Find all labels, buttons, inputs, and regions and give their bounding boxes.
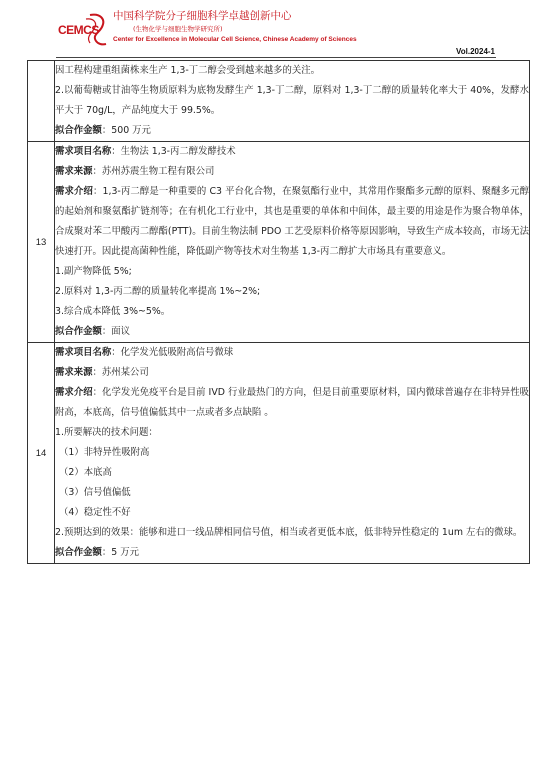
- intro-value: ：化学发光免疫平台是目前 IVD 行业最热门的方向，但是目前重要原材料，国内微球普遍存在非特异性吸附高，本底高，信号值偏低其中一点或者多点缺陷 。: [55, 387, 529, 418]
- institute-name-sub: (生物化学与细胞生物学研究所): [133, 25, 223, 33]
- requirement-item: 3.综合成本降低 3%~5%。: [55, 306, 171, 317]
- table-row: [28, 61, 530, 142]
- project-line: [55, 343, 529, 363]
- amount-label: 拟合作金额: [55, 547, 102, 558]
- source-line: [55, 162, 529, 182]
- amount-line: [55, 121, 529, 141]
- amount-line: [55, 543, 529, 563]
- row-number-cell: 13: [28, 142, 55, 343]
- amount-line: [55, 322, 529, 342]
- problem-item: （2）本底高: [59, 467, 112, 478]
- problem-item: （4）稳定性不好: [59, 507, 131, 518]
- source-label: 需求来源: [55, 367, 93, 378]
- project-value: ：化学发光低吸附高信号微球: [111, 347, 234, 358]
- row-content-cell: [55, 142, 530, 343]
- amount-label: 拟合作金额: [55, 125, 102, 136]
- continued-requirement: 2.以葡萄糖或甘油等生物质原料为底物发酵生产 1,3-丁二醇，原料对 1,3-丁二醇的质量转化率大于 40%，发酵水平大于 70g/L，产品纯度大于 99.5%。: [55, 85, 529, 116]
- institute-name-block: [113, 10, 357, 45]
- requirement-item: 1.副产物降低 5%;: [55, 266, 132, 277]
- institute-name-cn: 中国科学院分子细胞科学卓越创新中心: [113, 10, 292, 22]
- cemcs-logo: [52, 9, 110, 49]
- row-content-cell: [55, 61, 530, 142]
- expected-effect: 2.预期达到的效果：能够和进口一线品牌相同信号值，相当或者更低本底，低非特异性稳定的 1um 左右的微球。: [55, 527, 523, 538]
- problem-item: （1）非特异性吸附高: [59, 447, 150, 458]
- intro-label: 需求介绍: [55, 186, 93, 197]
- row-number-cell: 14: [28, 343, 55, 564]
- source-value: ：苏州某公司: [92, 367, 149, 378]
- row-number-cell: [28, 61, 55, 142]
- intro-label: 需求介绍: [55, 387, 93, 398]
- amount-value: ：5 万元: [101, 547, 139, 558]
- volume-label: Vol.2024-1: [456, 47, 495, 56]
- page-header: [0, 0, 557, 62]
- table-row: [28, 343, 530, 564]
- problem-item: （3）信号值偏低: [59, 487, 131, 498]
- project-line: [55, 142, 529, 162]
- project-label: 需求项目名称: [55, 146, 112, 157]
- problems-title: 1.所要解决的技术问题：: [55, 427, 158, 438]
- amount-value: ：500 万元: [101, 125, 151, 136]
- source-value: ：苏州苏震生物工程有限公司: [92, 166, 215, 177]
- continued-text: 因工程构建重组菌株来生产 1,3-丁二醇会受到越来越多的关注。: [55, 65, 321, 76]
- header-divider: [56, 57, 496, 58]
- source-label: 需求来源: [55, 166, 93, 177]
- intro-paragraph: [55, 182, 529, 262]
- requirements-table: [27, 60, 530, 564]
- project-label: 需求项目名称: [55, 347, 112, 358]
- source-line: [55, 363, 529, 383]
- table-row: [28, 142, 530, 343]
- intro-value: ：1,3-丙二醇是一种重要的 C3 平台化合物，在聚氨酯行业中，其常用作聚酯多元醇的原料、聚醚多元醇的起始剂和聚氨酯扩链剂等；在有机化工行业中，其也是重要的单体和中间体，最主要的用途是作为聚合物单体，合成聚对苯二甲酸丙二醇酯(PTT)。目前生物法制 PDO 工艺受原料价格等原因影响，导致生产成本较高，市场无法快速打开。因此提高菌种性能，降低副产物等技术对生物基 1,3-丙二醇扩大市场具有重要意义。: [55, 186, 529, 257]
- requirement-item: 2.原料对 1,3-丙二醇的质量转化率提高 1%~2%;: [55, 286, 261, 297]
- institute-name-en: Center for Excellence in Molecular Cell Science, Chinese Academy of Sciences: [113, 36, 357, 43]
- intro-paragraph: [55, 383, 529, 423]
- project-value: ：生物法 1,3-丙二醇发酵技术: [111, 146, 236, 157]
- amount-value: ：面议: [101, 326, 131, 337]
- amount-label: 拟合作金额: [55, 326, 102, 337]
- row-content-cell: [55, 343, 530, 564]
- logo-text: CEMCS: [58, 23, 99, 37]
